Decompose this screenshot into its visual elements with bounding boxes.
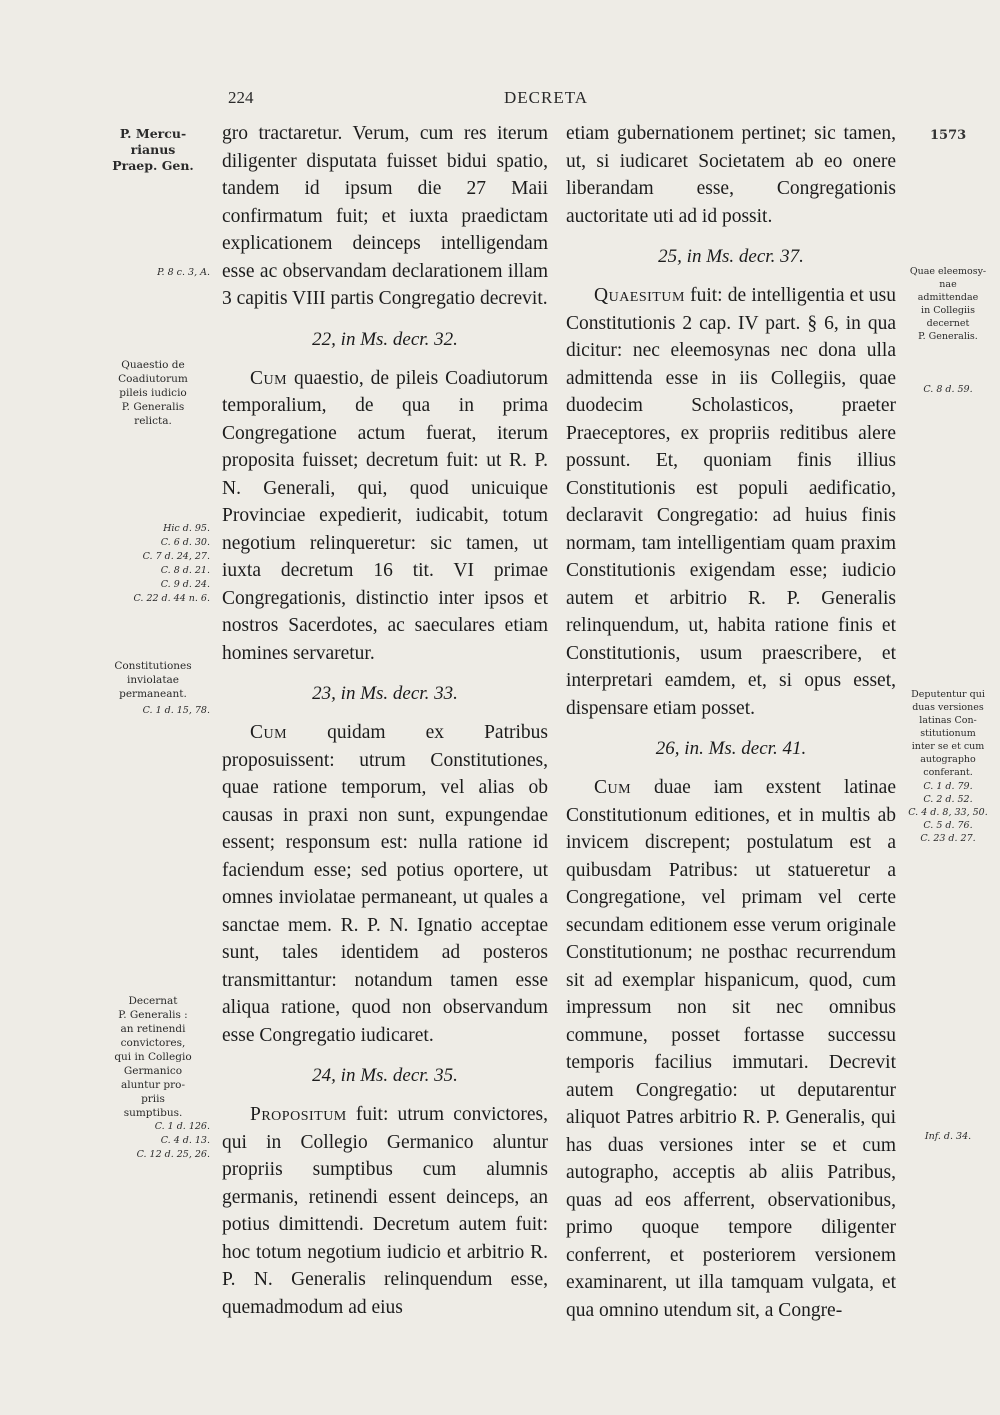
paragraph: Propositum fuit: utrum convictores, qui in Collegio Germanico aluntur propriis sumptibus cum alumnis germanis, retinendi essent deinceps, an potius dimittendi. Decretum autem fuit: hoc totum negotium iudicio et arbitrio R. P. N. Generalis relinquendum esse, quemadmodum ad eius	[222, 1104, 548, 1318]
initial-word: Propositum	[250, 1104, 347, 1125]
margin-note-constitutiones: Constitutiones inviolatae permaneant.	[114, 660, 192, 700]
text-column-right	[566, 120, 896, 1324]
paragraph: etiam gubernationem pertinet; sic tamen, ut, si iudicaret Societatem ab eo onere liberandam esse, Congregationis auctoritate uti ad id possit.	[566, 123, 896, 227]
page-number: 224	[228, 88, 254, 107]
paragraph: Quaesitum fuit: de intelligentia et usu Constitutionis 2 cap. IV part. § 6, in qua dicitur: nec eleemosynas nec dona ulla admittenda esse in iis Collegiis, quae duodecim Scholasticos, praeter Praeceptores, ex propriis reditibus alere possunt. Et, quoniam finis illius Constitutionis est populi aedificatio, declaravit Congregatio: ad huius finis normam, tam intelligentiam quam praxim Constitutionis exigendam esse; iudicio autem et arbitrio R. P. Generalis relinquendum, ut, habita ratione finis et Constitutionis, usum praescribere, et interpretari eamdem, et, si opus esset, dispensare etiam posset.	[566, 285, 896, 719]
decree-heading: 22, in Ms. decr. 32.	[312, 328, 458, 350]
margin-note-author: P. Mercu- rianus Praep. Gen.	[112, 126, 194, 173]
margin-note-eleemosynae: Quae eleemosy- nae admittendae in Collegiis decernet P. Generalis.	[909, 266, 987, 342]
decree-heading: 25, in Ms. decr. 37.	[658, 246, 804, 267]
margin-ref: C. 1 d. 126. C. 4 d. 13. C. 12 d. 25, 26.	[136, 1121, 210, 1160]
margin-note-coadiutorum: Quaestio de Coadiutorum pileis iudicio P. Generalis relicta.	[118, 359, 188, 427]
paragraph: Cum duae iam exstent latinae Constitutionum editiones, et in multis ab invicem discrepent; postulatum est a quibusdam Patribus: ut statueretur a Congregatione, vel primam vel certe secundam editionem esse verum originale Constitutionum; ne posthac recurrendum sit ad exemplar hispanicum, quod, cum impressum non sit nec omnibus commune, posset fortasse successu temporis facilius immutari. Decrevit autem Congregatio: ut deputarentur aliquot Patres arbitrio R. P. Generalis, qui has duas versiones inter se et cum autographo, acceptis ab aliis Patribus, quas ad eos afferrent, observationibus, primo quoque tempore diligenter conferrent, et posteriorem versionem examinarent, ut illa tamquam vulgata, et qua omnino utendum sit, a Congre-	[566, 777, 896, 1321]
margin-ref: P. 8 c. 3, A.	[157, 267, 210, 278]
margin-ref: C. 1 d. 15, 78.	[142, 705, 210, 716]
margin-ref: C. 1 d. 79. C. 2 d. 52. C. 4 d. 8, 33, 50. C. 5 d. 76. C. 23 d. 27.	[908, 781, 988, 844]
decree-heading: 23, in Ms. decr. 33.	[312, 683, 458, 704]
margin-note-convictores: Decernat P. Generalis : an retinendi convictores, qui in Collegio Germanico aluntur pro- priis sumptibus.	[114, 995, 192, 1119]
paragraph: Cum quidam ex Patribus proposuissent: utrum Constitutiones, quae ratione temporum, vel alias ob causas in praxi non sunt, expungendae essent; responsum est: nulla ratione id faciendum esse; sed potius oportere, ut omnes inviolatae permaneant, ut quales a sanctae mem. R. P. N. Ignatio acceptae sunt, tales identidem ad posteros transmittantur: notandum tamen esse aliqua ratione, quod non observandum esse Congregatio iudicaret.	[222, 722, 548, 1046]
margin-ref: Hic d. 95. C. 6 d. 30. C. 7 d. 24, 27. C. 8 d. 21. C. 9 d. 24. C. 22 d. 44 n. 6.	[133, 523, 210, 604]
paragraph: Cum quaestio, de pileis Coadiutorum temporalium, de qua in prima Congregatione actum fuerat, iterum proposita fuisset; decretum fuit: ut R. P. N. Generali, qui, quod unicuique Provinciae expedierit, iudicabit, totum negotium relinqueretur: sic tamen, ut iuxta decretum 16 tit. VI primae Congregationis, distinctio inter ipsos et nostros Sacerdotes, ac saeculares etiam homines servaretur.	[222, 367, 548, 664]
initial-word: Cum	[250, 367, 288, 389]
decree-heading: 24, in Ms. decr. 35.	[312, 1065, 458, 1086]
margin-ref: C. 8 d. 59.	[923, 384, 973, 395]
decree-heading: 26, in. Ms. decr. 41.	[655, 738, 807, 759]
paragraph: gro tractaretur. Verum, cum res iterum diligenter disputata fuisset bidui spatio, tandem id ipsum die 27 Maii confirmatum fuit; et iuxta praedictam explicationem deinceps intelligendam esse ac observandam declarationem illam 3 capitis VIII partis Congregatio decrevit.	[222, 123, 548, 309]
margin-note-deputentur: Deputentur qui duas versiones latinas Con- stitutionum inter se et cum autographo conferant.	[911, 689, 985, 778]
initial-word: Quaesitum	[594, 285, 685, 306]
initial-word: Cum	[594, 777, 632, 798]
text-column-left	[222, 120, 548, 1321]
initial-word: Cum	[250, 722, 288, 743]
running-title: DECRETA	[503, 88, 589, 107]
margin-year: 1573	[930, 128, 967, 143]
margin-ref: Inf. d. 34.	[924, 1131, 972, 1142]
page-header	[222, 88, 870, 114]
